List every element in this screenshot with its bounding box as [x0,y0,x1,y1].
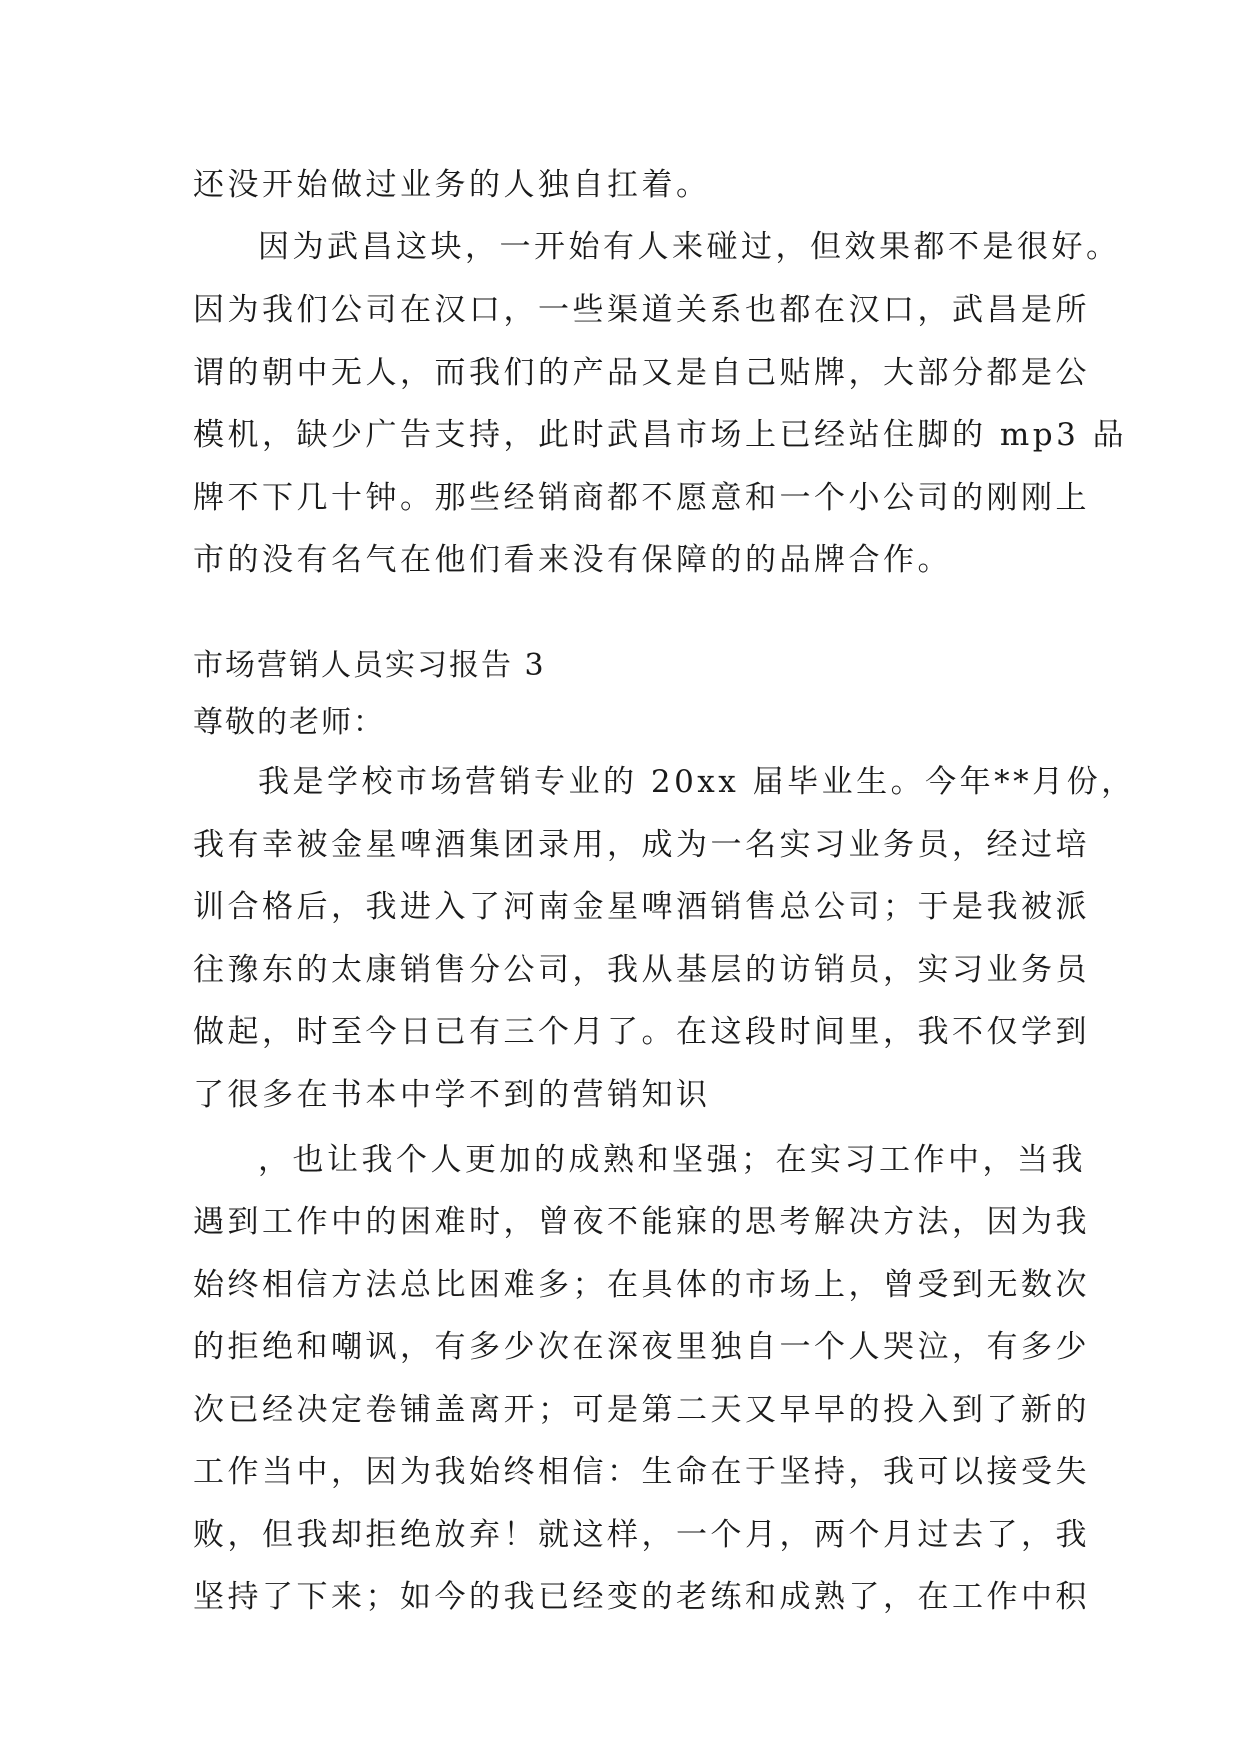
paragraph-line: 做起，时至今日已有三个月了。在这段时间里，我不仅学到 [193,1014,1090,1050]
paragraph-line: 始终相信方法总比困难多；在具体的市场上，曾受到无数次 [193,1267,1090,1303]
paragraph-line: 败，但我却拒绝放弃！就这样，一个月，两个月过去了，我 [193,1517,1090,1553]
paragraph-line: 往豫东的太康销售分公司，我从基层的访销员，实习业务员 [193,952,1090,988]
paragraph-line: 工作当中，因为我始终相信：生命在于坚持，我可以接受失 [193,1454,1090,1490]
paragraph-line: 次已经决定卷铺盖离开；可是第二天又早早的投入到了新的 [193,1392,1090,1428]
paragraph-line: ，也让我个人更加的成熟和坚强；在实习工作中，当我 [258,1142,1086,1178]
paragraph-line: 谓的朝中无人，而我们的产品又是自己贴牌，大部分都是公 [193,355,1090,391]
paragraph-line: 遇到工作中的困难时，曾夜不能寐的思考解决方法，因为我 [193,1204,1090,1240]
paragraph-line: 模机，缺少广告支持，此时武昌市场上已经站住脚的 mp3 品 [193,417,1128,453]
salutation: 尊敬的老师： [193,705,385,740]
section-heading: 市场营销人员实习报告 3 [193,648,546,683]
paragraph-line: 因为武昌这块，一开始有人来碰过，但效果都不是很好。 [258,229,1121,265]
paragraph-line: 的拒绝和嘲讽，有多少次在深夜里独自一个人哭泣，有多少 [193,1329,1090,1365]
paragraph-line: 我有幸被金星啤酒集团录用，成为一名实习业务员，经过培 [193,827,1090,863]
paragraph-line: 市的没有名气在他们看来没有保障的的品牌合作。 [193,542,952,578]
paragraph-line: 了很多在书本中学不到的营销知识 [193,1077,711,1113]
paragraph-line: 因为我们公司在汉口，一些渠道关系也都在汉口，武昌是所 [193,292,1090,328]
paragraph-line: 坚持了下来；如今的我已经变的老练和成熟了，在工作中积 [193,1579,1090,1615]
paragraph-line: 训合格后，我进入了河南金星啤酒销售总公司；于是我被派 [193,889,1090,925]
paragraph-line: 我是学校市场营销专业的 20xx 届毕业生。今年**月份， [258,764,1136,800]
paragraph-line: 牌不下几十钟。那些经销商都不愿意和一个小公司的刚刚上 [193,480,1090,516]
paragraph-line: 还没开始做过业务的人独自扛着。 [193,167,711,203]
